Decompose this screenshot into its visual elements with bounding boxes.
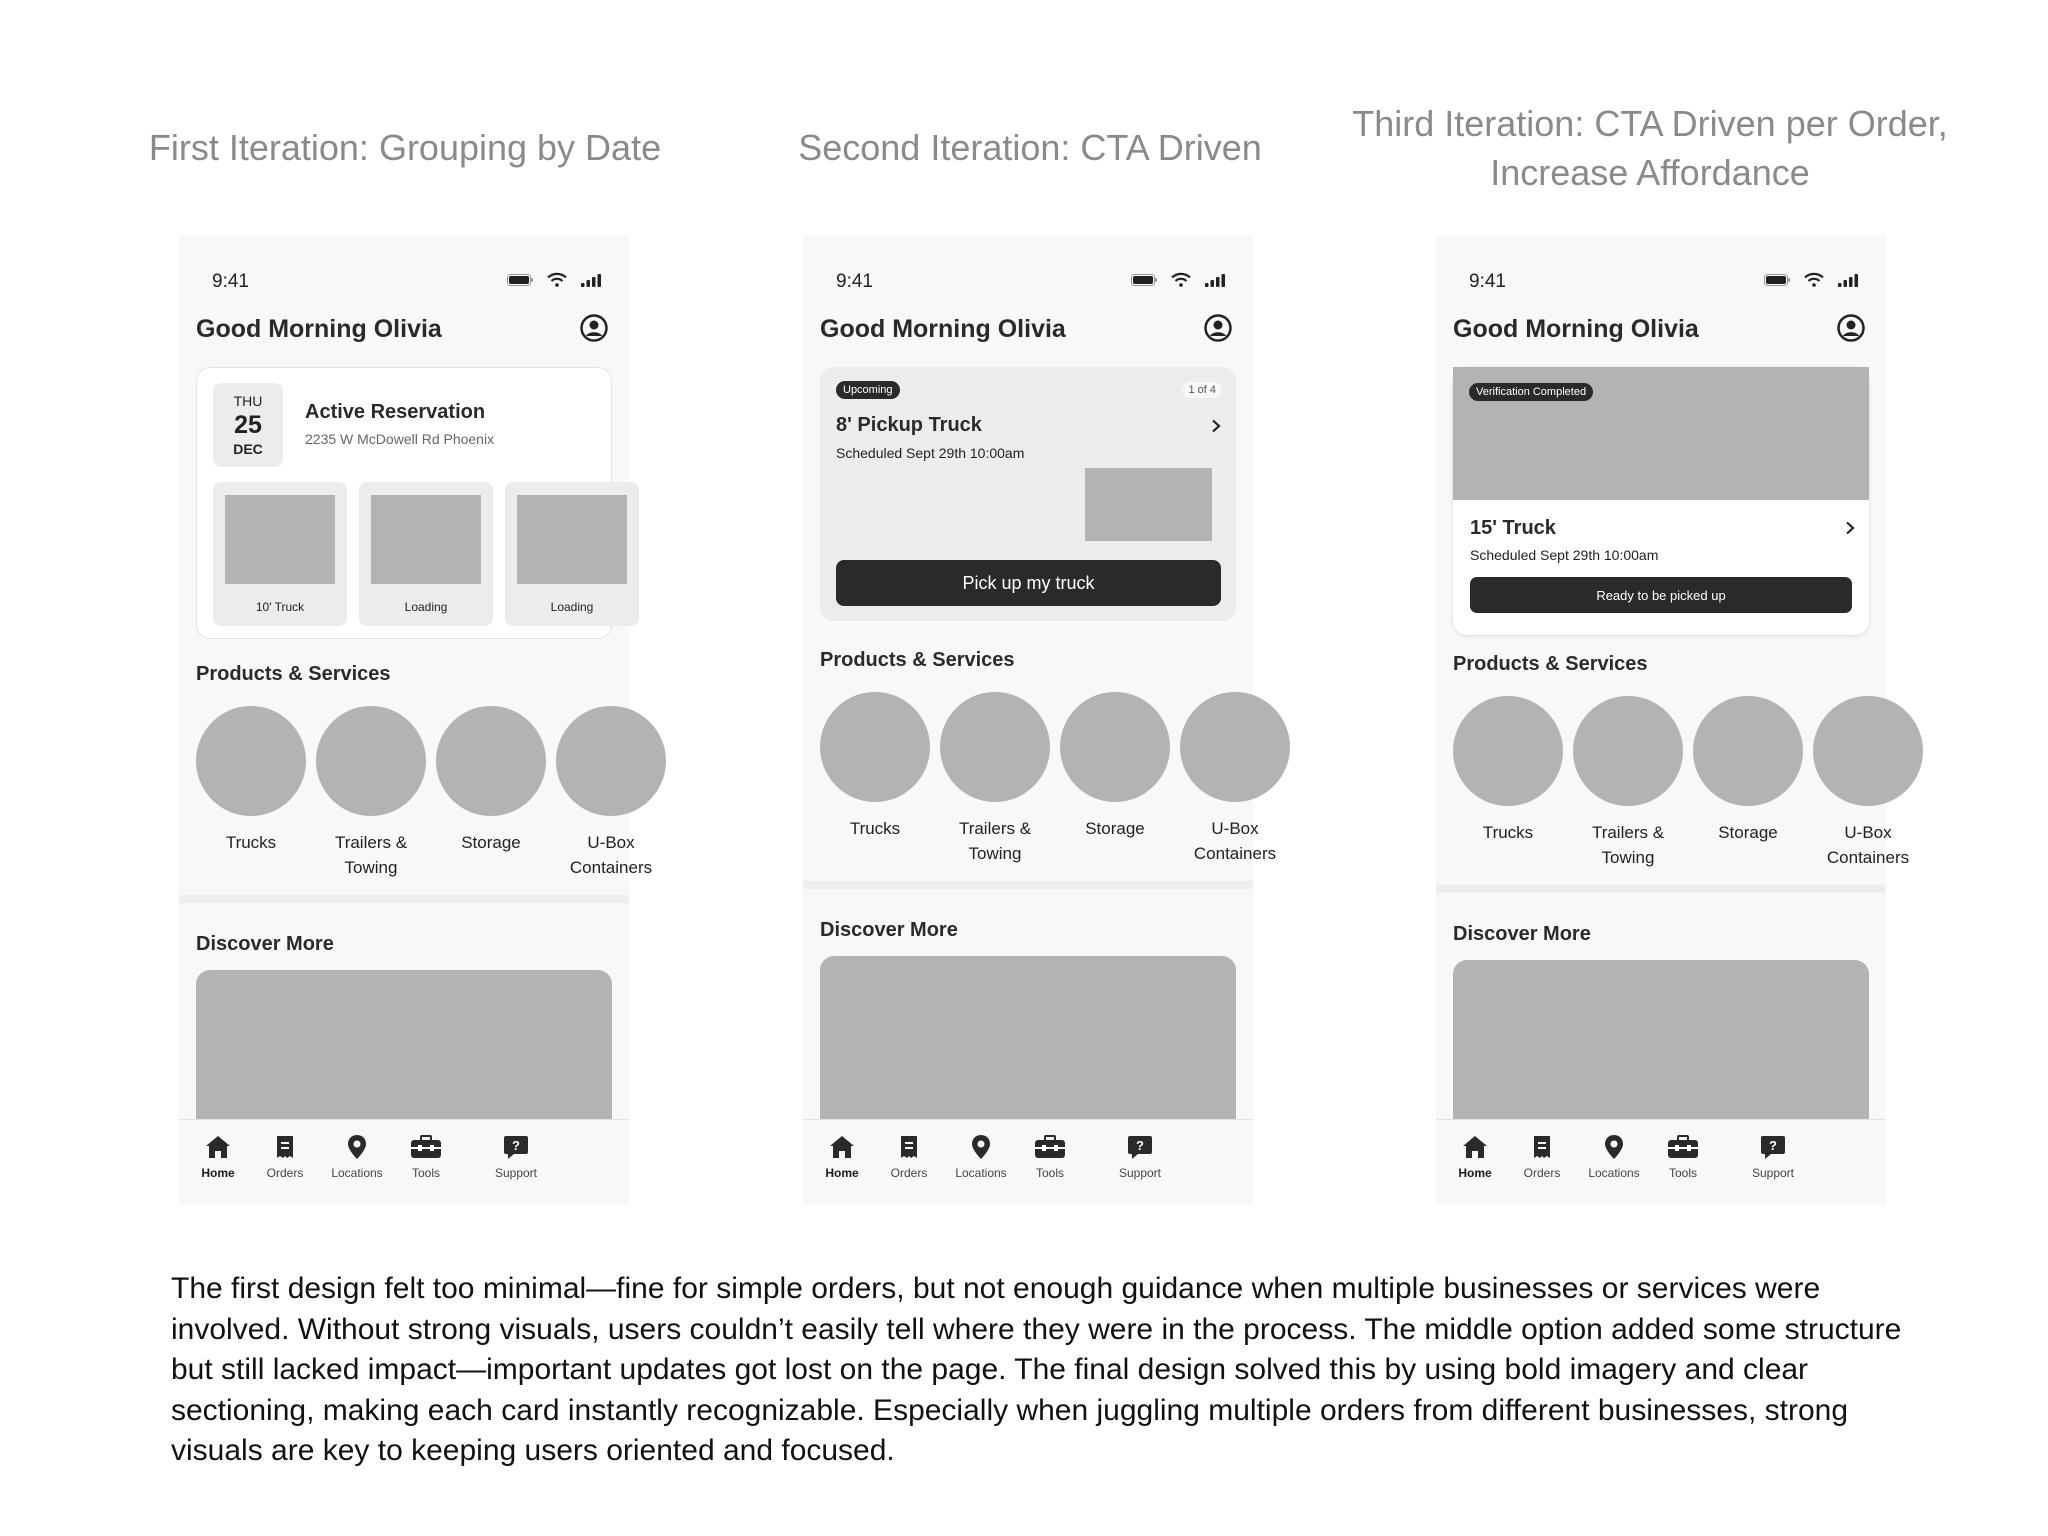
status-bar: [1436, 271, 1886, 293]
thumbnail-label: 10' Truck: [255, 600, 305, 614]
thumbnail-label: Loading: [404, 600, 448, 614]
reservation-thumbnails: [213, 482, 597, 626]
location-pin-icon: [1603, 1134, 1625, 1160]
design-rationale-paragraph: The first design felt too minimal—fine for simple orders, but not enough guidance when multiple businesses or services were involved. Without strong visuals, users couldn’t easily tell where they were in the process. The middle option added some structure but still lacked impact—important updates got lost on the page. The final design solved this by using bold imagery and clear sectioning, making each card instantly recognizable. Especially when juggling multiple orders from different businesses, strong visuals are key to keeping users oriented and focused.: [171, 1272, 1902, 1467]
bottom-tab-bar: [803, 1119, 1253, 1205]
products-services-title: Products & Services: [820, 649, 1015, 671]
ready-for-pickup-button[interactable]: Ready to be picked up: [1470, 577, 1852, 613]
wifi-icon: [1804, 273, 1824, 287]
product-image: [1813, 696, 1923, 806]
cellular-signal-icon: [1205, 274, 1225, 287]
tab-support[interactable]: [1095, 1134, 1185, 1180]
phone-mockup-third-iteration: [1436, 235, 1910, 1205]
battery-icon: [1764, 274, 1790, 286]
greeting: Good Morning Olivia: [1453, 315, 1699, 343]
tab-label: Support: [1118, 1166, 1162, 1180]
toolbox-icon: [1033, 1134, 1067, 1160]
tab-label: Home: [825, 1166, 859, 1180]
toolbox-icon: [409, 1134, 443, 1160]
order-schedule: Scheduled Sept 29th 10:00am: [1470, 547, 1659, 563]
product-image: [940, 692, 1050, 802]
thumbnail-card[interactable]: [213, 482, 347, 626]
product-u-box-containers[interactable]: [1180, 692, 1290, 866]
tab-support[interactable]: [471, 1134, 561, 1180]
help-icon: [502, 1134, 530, 1160]
active-reservation-card[interactable]: [196, 367, 612, 639]
product-image: [1180, 692, 1290, 802]
discover-more-title: Discover More: [196, 933, 334, 955]
order-image: [1085, 468, 1212, 541]
thumbnail-label: Loading: [550, 600, 594, 614]
profile-icon[interactable]: [1836, 313, 1866, 343]
help-icon: [1126, 1134, 1154, 1160]
receipt-icon: [274, 1134, 296, 1160]
thumbnail-image: [517, 495, 627, 584]
chevron-right-icon[interactable]: [1843, 521, 1857, 535]
date-month: DEC: [233, 441, 263, 457]
tab-label: Support: [494, 1166, 538, 1180]
status-time: 9:41: [1469, 271, 1506, 292]
iteration-3-heading: [1335, 99, 1965, 197]
iteration-2-heading: Second Iteration: CTA Driven: [798, 127, 1262, 168]
product-label: Trucks: [1482, 823, 1534, 842]
discover-more-title: Discover More: [820, 919, 958, 941]
product-image: [1453, 696, 1563, 806]
product-image: [316, 706, 426, 816]
product-trailers-towing[interactable]: [1573, 696, 1683, 870]
upcoming-order-card[interactable]: [820, 367, 1236, 621]
tab-label: Tools: [411, 1166, 440, 1180]
tab-label: Orders: [1523, 1166, 1561, 1180]
tab-label: Home: [1458, 1166, 1492, 1180]
greeting: Good Morning Olivia: [820, 315, 1066, 343]
status-time: 9:41: [212, 271, 249, 292]
tab-label: Orders: [890, 1166, 928, 1180]
wifi-icon: [1171, 273, 1191, 287]
home-icon: [204, 1134, 232, 1160]
product-storage[interactable]: [1693, 696, 1803, 845]
tab-label: Support: [1751, 1166, 1795, 1180]
svg-text:?: ?: [1136, 1138, 1144, 1153]
location-pin-icon: [346, 1134, 368, 1160]
product-image: [556, 706, 666, 816]
product-trucks[interactable]: [820, 692, 930, 841]
wifi-icon: [547, 273, 567, 287]
products-services-title: Products & Services: [196, 663, 391, 685]
battery-icon: [1131, 274, 1157, 286]
status-time: 9:41: [836, 271, 873, 292]
thumbnail-image: [371, 495, 481, 584]
order-card[interactable]: [1453, 367, 1869, 635]
tab-support[interactable]: [1728, 1134, 1818, 1180]
bottom-tab-bar: [1436, 1119, 1886, 1205]
tab-tools[interactable]: [1638, 1134, 1728, 1180]
tab-label: Tools: [1668, 1166, 1697, 1180]
product-storage[interactable]: [1060, 692, 1170, 841]
greeting: Good Morning Olivia: [196, 315, 442, 343]
products-services-title: Products & Services: [1453, 653, 1648, 675]
tab-label: Locations: [331, 1166, 383, 1180]
product-label: Trailers & Towing: [1591, 823, 1665, 867]
date-badge: [213, 383, 283, 467]
product-image: [436, 706, 546, 816]
cellular-signal-icon: [1838, 274, 1858, 287]
profile-icon[interactable]: [1203, 313, 1233, 343]
pick-up-truck-button[interactable]: Pick up my truck: [836, 560, 1221, 606]
reservation-address: 2235 W McDowell Rd Phoenix: [305, 431, 495, 447]
profile-icon[interactable]: [579, 313, 609, 343]
help-icon: [1759, 1134, 1787, 1160]
tab-label: Locations: [1588, 1166, 1640, 1180]
receipt-icon: [1531, 1134, 1553, 1160]
section-divider: [179, 895, 629, 903]
status-bar: [179, 271, 629, 293]
product-label: Trucks: [225, 833, 277, 852]
tab-tools[interactable]: [1005, 1134, 1095, 1180]
tab-label: Tools: [1035, 1166, 1064, 1180]
order-schedule: Scheduled Sept 29th 10:00am: [836, 445, 1025, 461]
tab-label: Home: [201, 1166, 235, 1180]
phone-mockup-second-iteration: [803, 235, 1277, 1205]
toolbox-icon: [1666, 1134, 1700, 1160]
tab-tools[interactable]: [381, 1134, 471, 1180]
product-storage[interactable]: [436, 706, 546, 855]
order-title: 15' Truck: [1470, 517, 1556, 539]
discover-more-image[interactable]: [820, 956, 1236, 1126]
product-label: Trailers & Towing: [958, 819, 1032, 863]
heading-line: Increase Affordance: [1490, 152, 1810, 193]
products-carousel: [820, 692, 1277, 872]
product-label: Storage: [1085, 819, 1145, 838]
discover-more-image[interactable]: [1453, 960, 1869, 1130]
product-trucks[interactable]: [196, 706, 306, 855]
tab-label: Locations: [955, 1166, 1007, 1180]
cellular-signal-icon: [581, 274, 601, 287]
product-image: [1693, 696, 1803, 806]
order-counter: 1 of 4: [1182, 382, 1222, 398]
product-label: Trailers & Towing: [334, 833, 408, 877]
thumbnail-card[interactable]: [505, 482, 639, 626]
order-title: 8' Pickup Truck: [836, 414, 982, 436]
product-trucks[interactable]: [1453, 696, 1563, 845]
product-image: [1060, 692, 1170, 802]
status-bar: [803, 271, 1253, 293]
product-image: [820, 692, 930, 802]
product-label: U-Box Containers: [569, 833, 653, 877]
products-carousel: [196, 706, 653, 886]
status-badge: Verification Completed: [1469, 383, 1593, 401]
discover-more-title: Discover More: [1453, 923, 1591, 945]
date-day: 25: [234, 411, 262, 439]
product-label: U-Box Containers: [1826, 823, 1910, 867]
phone-mockup-first-iteration: [179, 235, 653, 1205]
product-trailers-towing[interactable]: [940, 692, 1050, 866]
section-divider: [803, 881, 1253, 889]
product-label: Storage: [1718, 823, 1778, 842]
home-icon: [828, 1134, 856, 1160]
location-pin-icon: [970, 1134, 992, 1160]
thumbnail-image: [225, 495, 335, 584]
svg-text:?: ?: [1769, 1138, 1777, 1153]
battery-icon: [507, 274, 533, 286]
svg-text:?: ?: [512, 1138, 520, 1153]
product-trailers-towing[interactable]: [316, 706, 426, 880]
products-carousel: [1453, 696, 1910, 876]
bottom-tab-bar: [179, 1119, 629, 1205]
section-divider: [1436, 885, 1886, 893]
status-badge: Upcoming: [836, 381, 900, 399]
chevron-right-icon[interactable]: [1209, 419, 1223, 433]
product-u-box-containers[interactable]: [1813, 696, 1923, 870]
product-label: Storage: [461, 833, 521, 852]
product-label: Trucks: [849, 819, 901, 838]
product-image: [196, 706, 306, 816]
thumbnail-card[interactable]: [359, 482, 493, 626]
product-image: [1573, 696, 1683, 806]
product-label: U-Box Containers: [1193, 819, 1277, 863]
home-icon: [1461, 1134, 1489, 1160]
discover-more-image[interactable]: [196, 970, 612, 1140]
product-u-box-containers[interactable]: [556, 706, 666, 880]
iteration-1-heading: First Iteration: Grouping by Date: [148, 127, 662, 168]
tab-label: Orders: [266, 1166, 304, 1180]
date-weekday: THU: [233, 393, 263, 409]
reservation-title: Active Reservation: [305, 401, 486, 423]
heading-line: Third Iteration: CTA Driven per Order,: [1352, 103, 1948, 144]
receipt-icon: [898, 1134, 920, 1160]
